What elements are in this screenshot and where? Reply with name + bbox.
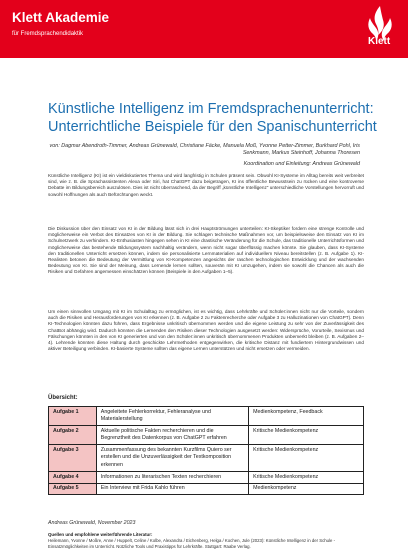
task-cell: Aufgabe 2 xyxy=(49,426,97,445)
author-signature: Andreas Grünewald, November 2023 xyxy=(48,520,136,526)
overview-heading: Übersicht: xyxy=(48,395,78,401)
task-cell: Aufgabe 5 xyxy=(49,483,97,495)
paragraph-discussion: Die Diskussion über den Einsatz von KI in der Bildung lässt sich in drei Hauptströmungen unterteilen: KI-Skeptiker fordern eine strenge Kontrolle und möglicherweise ein Verbot des Einsatzes von KI in der Bildung. Sie schlagen technische Maßnahmen vor, um beispielsweise den Einsatz von KI im Schulnetzwerk zu verhindern. KI-Enthusiasten hingegen sehen in KI eine drastische Veränderung für die Schule, das traditionelle Unterrichtsformen und möglicherweise das bestehende Bildungssystem nachhaltig verändern, wenn nicht sogar überflüssig machen könnte. Sie glauben, dass KI-Systeme den traditionellen Unterricht ersetzen können, indem sie personalisierte Lernmaterialien auf individuellem Niveau bereitstellen (z. B. Aufgabe 1). KI-Realisten betonen die Bedeutung der Vermittlung von KI-Kompetenzen angesichts der raschen technologischen Entwicklung und der wachsenden Bedeutung von KI. Sie sind der Meinung, dass Lernende lernen sollten, souverän mit KI umzugehen, indem sie sowohl die Chancen als auch die Risiken und Gefahren angemessen einschätzen können (Beispiele in den Aufgaben 1–5). xyxy=(48,226,364,275)
task-cell: Aufgabe 4 xyxy=(49,472,97,484)
task-content-cell: Angeleitete Fehlerkorrektur, Fehleranalyse und Materialerstellung xyxy=(96,407,248,426)
logo-text: Klett xyxy=(368,36,391,47)
task-competence-cell: Kritische Medienkompetenz xyxy=(249,472,364,484)
task-competence-cell: Kritische Medienkompetenz xyxy=(249,426,364,445)
task-competence-cell: Kritische Medienkompetenz xyxy=(249,445,364,472)
task-cell: Aufgabe 3 xyxy=(49,445,97,472)
paragraph-risks: Um einen sinnvollen Umgang mit KI im Schulalltag zu ermöglichen, ist es wichtig, dass Lehrkräfte und Schüler:innen nicht nur die Vorteile, sondern auch die Risiken und Herausforderungen von KI erkennen (z. B. Aufgabe 2 zu Faktenrecherche oder Aufgabe 3 zu Halluzinationen von ChatGPT). Denn KI-Technologien könnten dazu führen, dass Ergebnisse unkritisch übernommen werden und die eigene Leistung zu sehr von der Zuverlässigkeit des ChatBot abhängig wird. Dadurch könnten die Lernenden den Risiken dieser Technologien ausgesetzt werden: Widersprüche, Vorurteile, Sexismus und Fälschungen könnten in den von KI generierten und von den Schüler:innen unkritisch übernommenen Produkten unbemerkt bleiben (z. B. Aufgaben 2–4). Lehrende könnten diese Haltung durch geschickte Lehrmethoden entgegenwirken, die kritische Distanz mit fundiertem Hintergrundwissen und aktiver Beteiligung verbinden. KI-basierte Systeme sollten das eigene Lernen unterstützen und nicht ersetzen oder vermeiden. xyxy=(48,309,364,352)
table-row xyxy=(49,472,364,484)
table-row xyxy=(49,483,364,495)
page-title: Künstliche Intelligenz im Fremdsprachenunterricht: Unterrichtliche Beispiele für den Spanischunterricht xyxy=(48,101,377,135)
task-content-cell: Aktuelle politische Fakten recherchieren und die Begrenztheit des Datenkorpus von ChatGPT erfahren xyxy=(96,426,248,445)
task-cell: Aufgabe 1 xyxy=(49,407,97,426)
table-row xyxy=(49,445,364,472)
coordination-line: Koordination und Einleitung: Andreas Grünewald xyxy=(243,161,360,167)
brand-subtitle: für Fremdsprachendidaktik xyxy=(12,31,84,37)
task-competence-cell: Medienkompetenz, Feedback xyxy=(249,407,364,426)
task-competence-cell: Medienkompetenz xyxy=(249,483,364,495)
header-banner xyxy=(0,0,408,58)
task-overview-table xyxy=(48,406,364,495)
task-content-cell: Informationen zu literarischen Texten recherchieren xyxy=(96,472,248,484)
sources-heading: Quellen und empfohlene weiterführende Literatur: xyxy=(48,532,153,537)
sources-text: Heilemann, Yvonne / Moßre, Anne / Huppelt, Celine / Kolbe, Alexandra / Eichenberg, Helga / Kochen, Jule (2023): Künstliche Intelligenz in der Schule - Einsatzmöglichkeiten im Unterricht. Nützliche Tools und Praxistipps für Lehrkräfte. Stuttgart: Raabe Verlag. xyxy=(48,538,336,549)
brand-title: Klett Akademie xyxy=(12,10,110,25)
table-row xyxy=(49,407,364,426)
paragraph-intro: Künstliche Intelligenz (KI) ist ein vieldiskutiertes Thema und wird langfristig in Schulen präsent sein. Obwohl KI-Systeme im Alltag bereits weit verbreitet sind, wie z. B. die Sprachassistenten Alexa oder Siri, hat ChatGPT dazu beigetragen, KI ins öffentliche Bewusstsein zu rücken und eine kontroverse Debatte im Bildungsbereich auszulösen. Dies ist nicht überraschend, da der Begriff „künstliche Intelligenz“ unterschiedliche Vorstellungen hervorruft und sowohl Hoffnungen als auch Befürchtungen weckt. xyxy=(48,173,364,197)
task-content-cell: Zusammenfassung des bekannten Kurzfilms Quiero ser erstellen und die Unzuverlässigkeit der Textkomposition erkennen xyxy=(96,445,248,472)
task-content-cell: Ein Interview mit Frida Kahlo führen xyxy=(96,483,248,495)
author-list: von: Dagmar Abendroth-Timmer, Andreas Grünewald, Christiane Fäcke, Manuela Moß, Yvonne Petter-Zimmer, Burkhard Pohl, Iris Senkmann, Markus Steinhoff, Johanna Thoresen xyxy=(49,143,360,156)
table-row xyxy=(49,426,364,445)
